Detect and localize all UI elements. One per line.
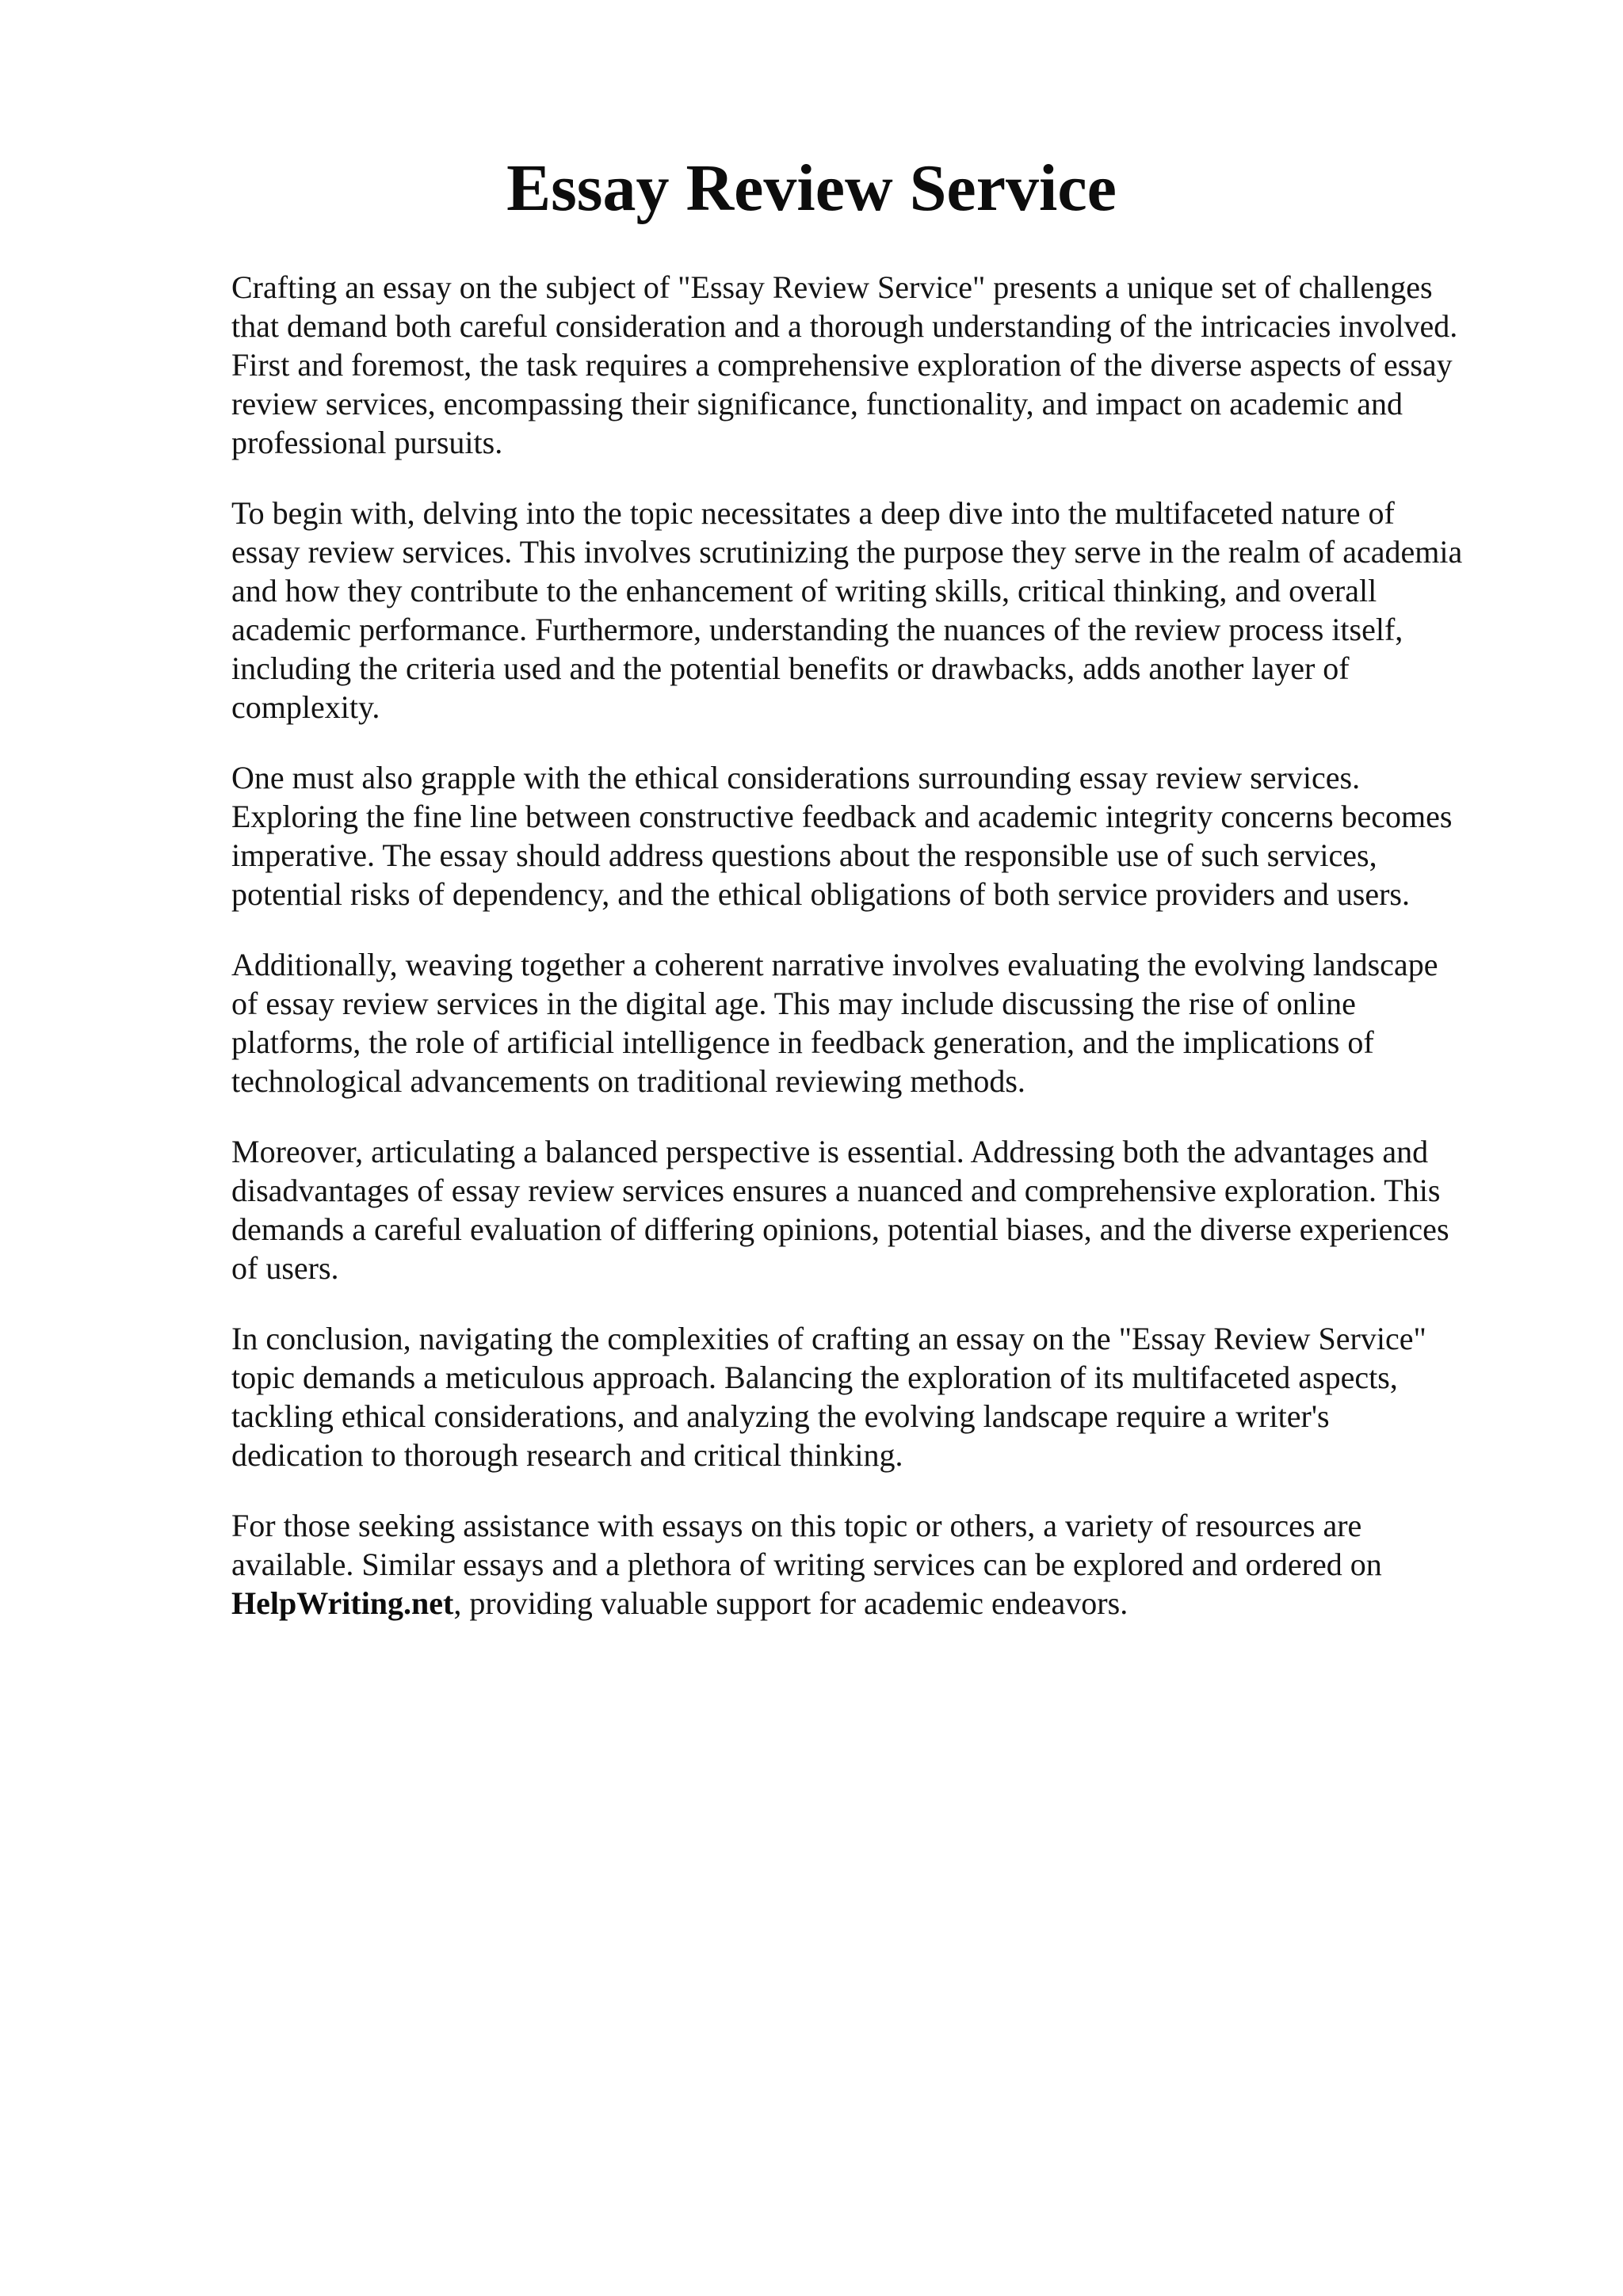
paragraph-line: Additionally, weaving together a coherent narrative involves evaluating the evolving landscape [231,947,1438,982]
paragraph-line: First and foremost, the task requires a comprehensive exploration of the diverse aspects of essay [231,347,1453,383]
paragraph-line: available. Similar essays and a plethora of writing services can be explored and ordered on [231,1547,1382,1582]
paragraph-line: tackling ethical considerations, and analyzing the evolving landscape require a writer's [231,1398,1330,1434]
paragraph-line: To begin with, delving into the topic necessitates a deep dive into the multifaceted nature of [231,495,1395,531]
paragraph-line: potential risks of dependency, and the ethical obligations of both service providers and users. [231,876,1410,912]
paragraph-line: professional pursuits. [231,425,503,460]
paragraph-line: disadvantages of essay review services ensures a nuanced and comprehensive exploration. This [231,1173,1441,1208]
paragraph-line: Crafting an essay on the subject of "Essay Review Service" presents a unique set of challenges [231,269,1433,305]
paragraph-line: that demand both careful consideration and a thorough understanding of the intricacies involved. [231,308,1458,344]
paragraph-line: imperative. The essay should address questions about the responsible use of such services, [231,837,1377,873]
paragraph-line: essay review services. This involves scrutinizing the purpose they serve in the realm of academia [231,534,1463,570]
paragraph-line: and how they contribute to the enhancement of writing skills, critical thinking, and overall [231,573,1377,608]
paragraph-line: One must also grapple with the ethical considerations surrounding essay review services. [231,760,1361,795]
paragraph-line: review services, encompassing their significance, functionality, and impact on academic and [231,386,1403,421]
closing-last-line [231,1584,1531,1623]
paragraph-line: technological advancements on traditional reviewing methods. [231,1063,1025,1099]
page-title: Essay Review Service [506,151,1117,225]
paragraph-5 [231,1132,1531,1287]
brand-name: HelpWriting.net [231,1585,454,1621]
paragraph-line: In conclusion, navigating the complexities of crafting an essay on the "Essay Review Service" [231,1321,1426,1356]
paragraph-line: of users. [231,1250,339,1286]
closing-paragraph [231,1506,1531,1623]
paragraph-4 [231,945,1531,1100]
paragraph-line: For those seeking assistance with essays on this topic or others, a variety of resources are [231,1508,1362,1543]
paragraph-line: academic performance. Furthermore, understanding the nuances of the review process itself, [231,612,1403,647]
paragraph-6 [231,1319,1531,1474]
paragraph-1 [231,268,1531,462]
paragraph-line: topic demands a meticulous approach. Balancing the exploration of its multifaceted aspects, [231,1360,1398,1395]
paragraph-line: including the criteria used and the potential benefits or drawbacks, adds another layer of [231,650,1350,686]
paragraph-line: demands a careful evaluation of differing opinions, potential biases, and the diverse experiences [231,1211,1449,1247]
paragraph-line: Moreover, articulating a balanced perspective is essential. Addressing both the advantages and [231,1134,1429,1169]
closing-tail: , providing valuable support for academic endeavors. [453,1585,1128,1621]
paragraph-line: platforms, the role of artificial intelligence in feedback generation, and the implications of [231,1024,1374,1060]
paragraph-line: complexity. [231,689,380,725]
paragraph-3 [231,758,1531,913]
paragraph-line: of essay review services in the digital age. This may include discussing the rise of online [231,986,1356,1021]
document-body [231,268,1531,1654]
paragraph-line: Exploring the fine line between constructive feedback and academic integrity concerns becomes [231,799,1453,834]
paragraph-2 [231,494,1531,727]
paragraph-line: dedication to thorough research and critical thinking. [231,1437,903,1473]
